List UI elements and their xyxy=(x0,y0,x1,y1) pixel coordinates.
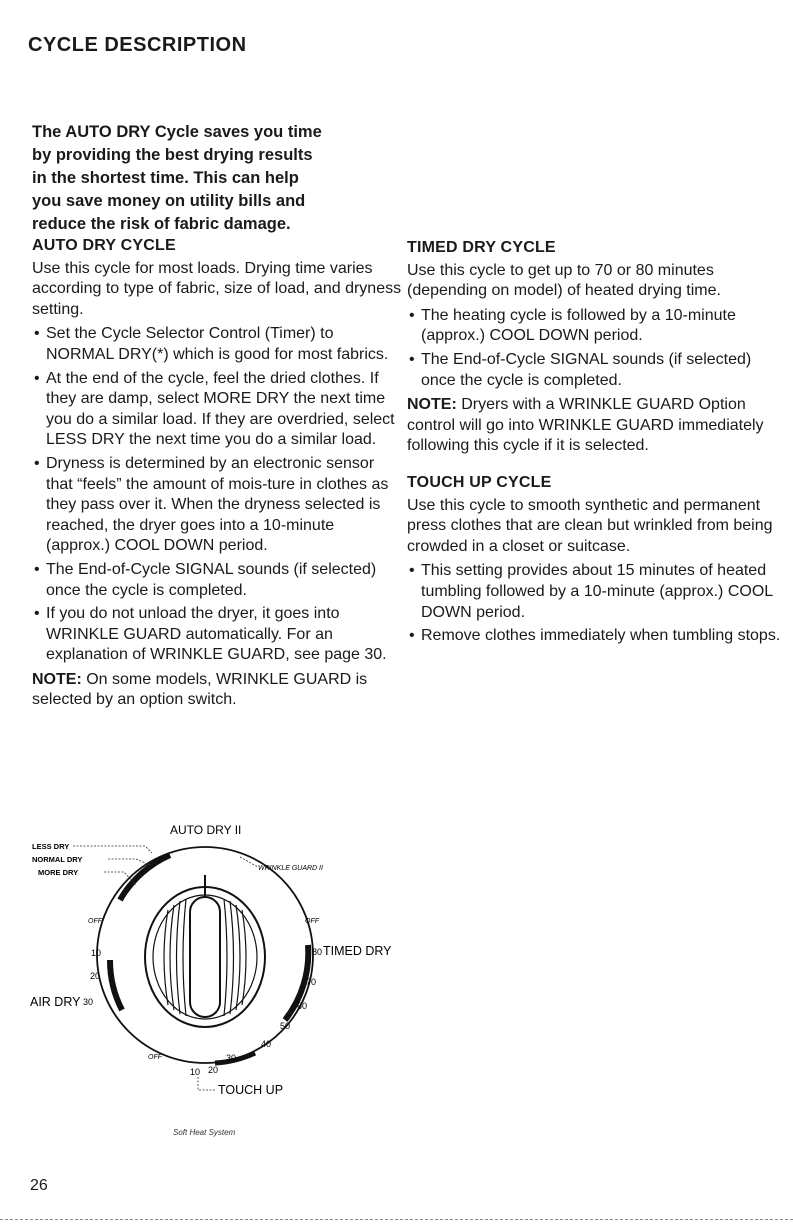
timed-dry-intro: Use this cycle to get up to 70 or 80 minutes (depending on model) of heated drying time. xyxy=(407,261,721,300)
more-dry-label: MORE DRY xyxy=(38,868,79,877)
timed-tick: 60 xyxy=(297,1001,308,1011)
air-tick: 20 xyxy=(90,971,101,981)
left-column xyxy=(32,236,402,711)
page-number: 26 xyxy=(30,1177,48,1194)
note-label: NOTE: xyxy=(32,670,82,688)
note-text: On some models, WRINKLE GUARD is selected by an option switch. xyxy=(32,670,368,709)
touch-up-heading: TOUCH UP CYCLE xyxy=(407,473,552,491)
auto-dry-note xyxy=(32,670,402,711)
list-item: • The End-of-Cycle SIGNAL sounds (if selected) once the cycle is completed. xyxy=(32,560,402,601)
timed-tick: 70 xyxy=(306,977,317,987)
timed-dry-bullets xyxy=(407,306,787,391)
timed-dry-heading: TIMED DRY CYCLE xyxy=(407,239,556,256)
intro-line: you save money on utility bills and xyxy=(32,192,306,210)
timed-dry-label: TIMED DRY xyxy=(323,944,392,958)
air-tick: 10 xyxy=(91,948,102,958)
touch-up-label: TOUCH UP xyxy=(218,1083,284,1097)
air-tick: 30 xyxy=(83,997,94,1007)
off-label-bottom: OFF xyxy=(148,1054,162,1061)
auto-dry-bullets xyxy=(32,324,402,666)
cycle-selector-dial-figure xyxy=(30,815,400,1137)
intro-line: by providing the best drying results xyxy=(32,146,313,164)
intro-line: reduce the risk of fabric damage. xyxy=(32,215,291,233)
off-label-left: OFF xyxy=(88,918,102,925)
touch-up-bullets xyxy=(407,561,787,646)
auto-dry-intro: Use this cycle for most loads. Drying time varies according to type of fabric, size of load, and dryness setting. xyxy=(32,259,402,318)
bottom-rule xyxy=(0,1219,793,1220)
less-dry-label: LESS DRY xyxy=(32,842,70,851)
touch-tick: 10 xyxy=(190,1067,201,1077)
air-dry-label: AIR DRY xyxy=(30,995,81,1009)
timed-tick: 80 xyxy=(312,947,323,957)
air-dry-band xyxy=(110,960,122,1010)
list-item: • This setting provides about 15 minutes of heated tumbling followed by a 10-minute (approx.) COOL DOWN period. xyxy=(407,561,787,623)
timed-dry-note xyxy=(407,395,787,457)
auto-dry-band xyxy=(120,855,170,900)
intro-line: in the shortest time. This can help xyxy=(32,169,299,187)
list-item: • The heating cycle is followed by a 10-minute (approx.) COOL DOWN period. xyxy=(407,306,787,347)
auto-dry-heading: AUTO DRY CYCLE xyxy=(32,237,176,254)
wrinkle-guard-label: WRINKLE GUARD II xyxy=(258,865,323,872)
normal-dry-label: NORMAL DRY xyxy=(32,855,83,864)
note-label: NOTE: xyxy=(407,396,457,414)
touch-tick: 30 xyxy=(226,1053,237,1063)
dial-title: AUTO DRY II xyxy=(170,823,242,837)
touch-up-intro: Use this cycle to smooth synthetic and permanent press clothes that are clean but wrinkled from being crowded in a closet or suitcase. xyxy=(407,496,773,555)
timed-tick: 50 xyxy=(280,1021,291,1031)
intro-line: The AUTO DRY Cycle saves you time xyxy=(32,123,322,141)
touch-tick: 20 xyxy=(208,1065,219,1075)
list-item: • Dryness is determined by an electronic sensor that “feels” the amount of mois-ture in clothes as they pass over it. When the dryness selected is reached, the dryer goes into a 10-minute (approx.) COOL DOWN period. xyxy=(32,454,402,557)
right-column xyxy=(407,238,787,650)
intro-statement xyxy=(32,121,392,236)
list-item: • Set the Cycle Selector Control (Timer) to NORMAL DRY(*) which is good for most fabrics. xyxy=(32,324,402,365)
timed-tick: 40 xyxy=(261,1039,272,1049)
list-item: • The End-of-Cycle SIGNAL sounds (if selected) once the cycle is completed. xyxy=(407,350,787,391)
note-text: Dryers with a WRINKLE GUARD Option control will go into WRINKLE GUARD immediately following this cycle if it is selected. xyxy=(407,396,764,455)
soft-heat-caption: Soft Heat System xyxy=(173,1128,236,1137)
page-title: CYCLE DESCRIPTION xyxy=(28,34,247,56)
off-label-right: OFF xyxy=(305,918,319,925)
list-item: • At the end of the cycle, feel the dried clothes. If they are damp, select MORE DRY the next time you do a similar load. If they are overdried, select LESS DRY the next time you do a similar load. xyxy=(32,369,402,451)
dial-illustration xyxy=(30,815,400,1137)
list-item: • If you do not unload the dryer, it goes into WRINKLE GUARD automatically. For an explanation of WRINKLE GUARD, see page 30. xyxy=(32,604,402,666)
list-item: • Remove clothes immediately when tumbling stops. xyxy=(407,626,787,647)
knob-handle xyxy=(190,897,220,1017)
